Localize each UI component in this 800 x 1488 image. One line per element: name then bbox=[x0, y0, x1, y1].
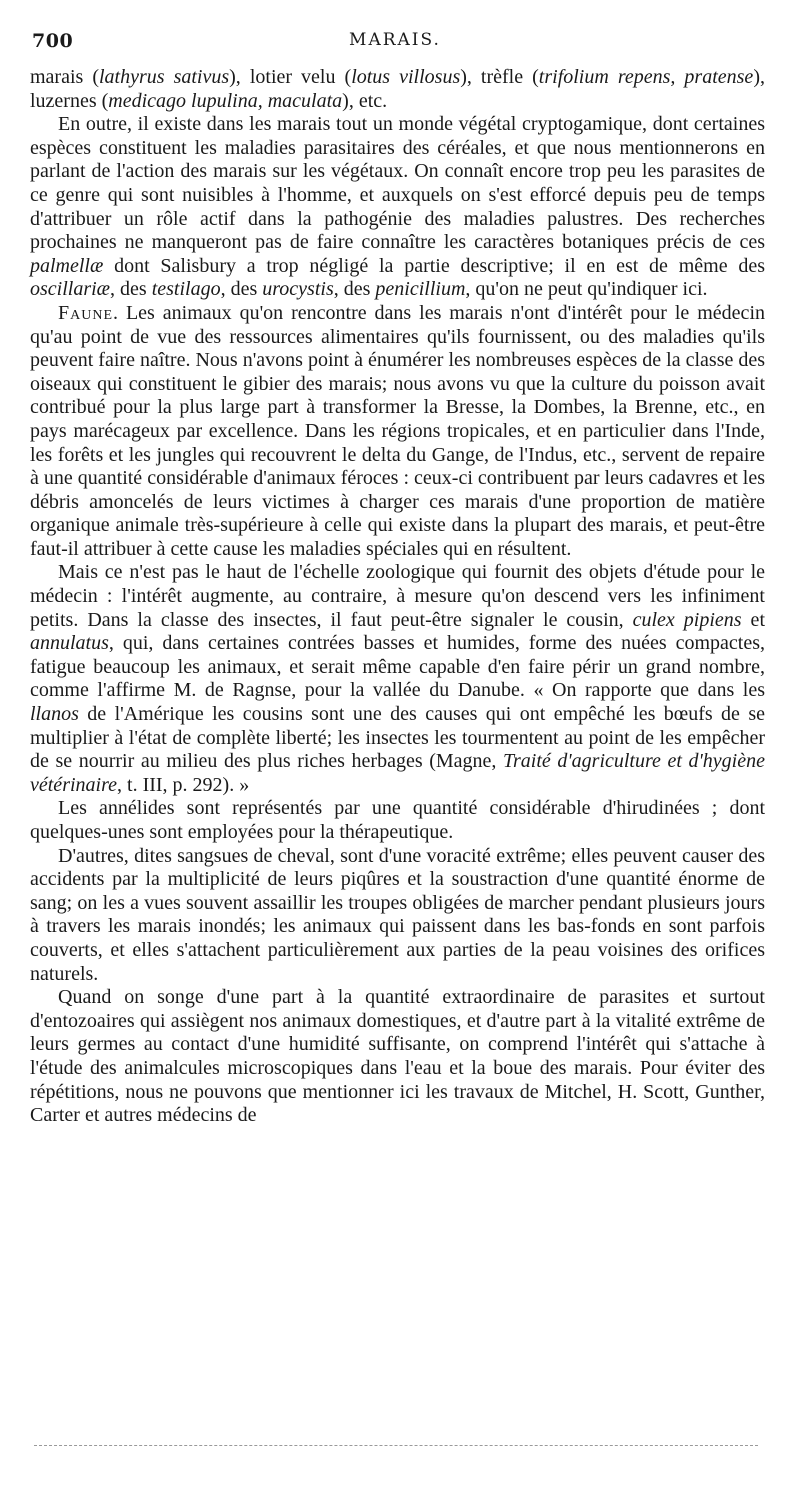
text-run: Les annélides sont représentés par une quantité considérable d'hirudinées ; dont quelques-unes sont employées pour la thérapeutique. bbox=[30, 797, 765, 843]
text-run: , qui, dans certaines contrées basses et humides, forme des nuées compactes, fatigue beaucoup les animaux, et serait même capable d'en faire périr un grand nombre, comme l'affirme M. de Ragnse, pour la vallée du Danube. « On rapporte que dans les bbox=[30, 632, 765, 702]
paragraph-6 bbox=[30, 845, 765, 987]
text-run: ), luzernes ( bbox=[30, 66, 765, 112]
text-run: D'autres, dites sangsues de cheval, sont d'une voracité extrême; elles peuvent causer des accidents par la multiplicité de leurs piqûres et la soustraction d'une quantité énorme de sang; on les a vues souvent assaillir les troupes obligées de marcher pendant plusieurs jours à travers les marais inondés; les animaux qui paissent dans les bas-fonds en sont parfois couverts, et elles s'attachent particulièrement aux parties de la peau voisines des orifices naturels. bbox=[30, 844, 765, 985]
text-run: llanos bbox=[30, 703, 79, 726]
text-run: ), lotier velu ( bbox=[229, 66, 352, 88]
text-run: , des bbox=[333, 278, 376, 301]
text-run: palmellæ bbox=[30, 254, 104, 277]
text-run: ), etc. bbox=[342, 89, 388, 112]
footer-rule bbox=[34, 1445, 758, 1446]
paragraph-4 bbox=[30, 561, 765, 797]
paragraph-2 bbox=[30, 113, 765, 302]
text-run: Faune bbox=[58, 301, 114, 324]
text-run: Mais ce n'est pas le haut de l'échelle zoologique qui fournit des objets d'étude pour le médecin : l'intérêt augmente, au contraire, à mesure qu'on descend vers les infiniment petits. Dans la classe des insectes, il faut peut-être signaler le cousin, bbox=[30, 561, 765, 631]
text-run: testilago bbox=[151, 278, 221, 301]
text-run: medicago lupulina, maculata bbox=[108, 89, 343, 112]
text-run: , qu'on ne peut qu'indiquer ici. bbox=[465, 278, 708, 301]
text-run: . Les animaux qu'on rencontre dans les marais n'ont d'intérêt pour le médecin qu'au point de vue des ressources alimentaires qu'ils fournissent, ou des maladies qu'ils peuvent faire naître. Nous n'avons point à énumérer les nombreuses espèces de la classe des oiseaux qui constituent le gibier des marais; nous avons vu que la culture du poisson avait contribué pour la plus large part à transformer la Bresse, la Dombes, la Brenne, etc., en pays marécageux par excellence. Dans les régions tropicales, et en particulier dans l'Inde, les forêts et les jungles qui recouvrent le delta du Gange, de l'Indus, etc., servent de repaire à une quantité considérable d'animaux féroces : ceux-ci contribuent par leurs cadavres et les débris amoncelés de leurs victimes à charger ces marais d'une proportion de matière organique animale très-supérieure à celle qui existe dans la plupart des marais, et peut-être faut-il attribuer à cette cause les maladies spéciales qui en résultent. bbox=[30, 301, 766, 560]
text-run: marais ( bbox=[30, 66, 99, 88]
body-text bbox=[30, 66, 765, 1128]
text-run: et bbox=[741, 608, 765, 631]
text-run: En outre, il existe dans les marais tout un monde végétal cryptogamique, dont certaines espèces constituent les maladies parasitaires des céréales, et que nous mentionnerons en parlant de l'action des marais sur les végétaux. On connaît encore trop peu les parasites de ce genre qui sont nuisibles à l'homme, et auxquels on s'est efforcé depuis peu de temps d'attribuer un rôle actif dans la pathogénie des maladies palustres. Des recherches prochaines ne manqueront pas de faire connaître les caractères botaniques précis de ces bbox=[30, 113, 765, 254]
text-run: dont Salisbury a trop négligé la partie descriptive; il en est de même des bbox=[103, 254, 765, 277]
text-run: trifolium repens, pratense bbox=[538, 66, 754, 88]
text-run: Traité d'agriculture et d'hygiène vétérinaire bbox=[30, 750, 765, 796]
running-title: MARAIS. bbox=[349, 30, 441, 50]
text-run: annulatus bbox=[30, 632, 109, 655]
paragraph-1 bbox=[30, 66, 765, 113]
text-run: ), trèfle ( bbox=[460, 66, 539, 88]
page-header bbox=[32, 30, 758, 60]
text-run: , t. III, p. 292). » bbox=[117, 773, 250, 796]
text-run: de l'Amérique les cousins sont une des causes qui ont empêché les bœufs de se multiplier à l'état de complète liberté; les insectes les tourmentent au point de les empêcher de se nourrir au milieu des plus riches herbages (Magne, bbox=[30, 703, 765, 773]
paragraph-7 bbox=[30, 986, 765, 1128]
text-run: urocystis bbox=[262, 278, 334, 301]
text-run: , des bbox=[220, 278, 263, 301]
paragraph-5 bbox=[30, 797, 765, 844]
text-run: oscillariæ bbox=[30, 278, 111, 301]
text-run: culex pipiens bbox=[632, 608, 742, 631]
page-number: 700 bbox=[32, 30, 74, 52]
text-run: penicillium bbox=[375, 278, 466, 301]
paragraph-faune bbox=[30, 302, 765, 562]
text-run: Quand on songe d'une part à la quantité extraordinaire de parasites et surtout d'entozoaires qui assiègent nos animaux domestiques, et d'autre part à la vitalité extrême de leurs germes au contact d'une humidité suffisante, on comprend l'intérêt qui s'attache à l'étude des animalcules microscopiques dans l'eau et la boue des marais. Pour éviter des répétitions, nous ne pouvons que mentionner ici les travaux de Mitchel, H. Scott, Gunther, Carter et autres médecins de bbox=[30, 986, 765, 1127]
text-run: , des bbox=[110, 278, 152, 301]
text-run: lathyrus sativus bbox=[99, 66, 230, 88]
text-run: lotus villosus bbox=[351, 66, 461, 88]
